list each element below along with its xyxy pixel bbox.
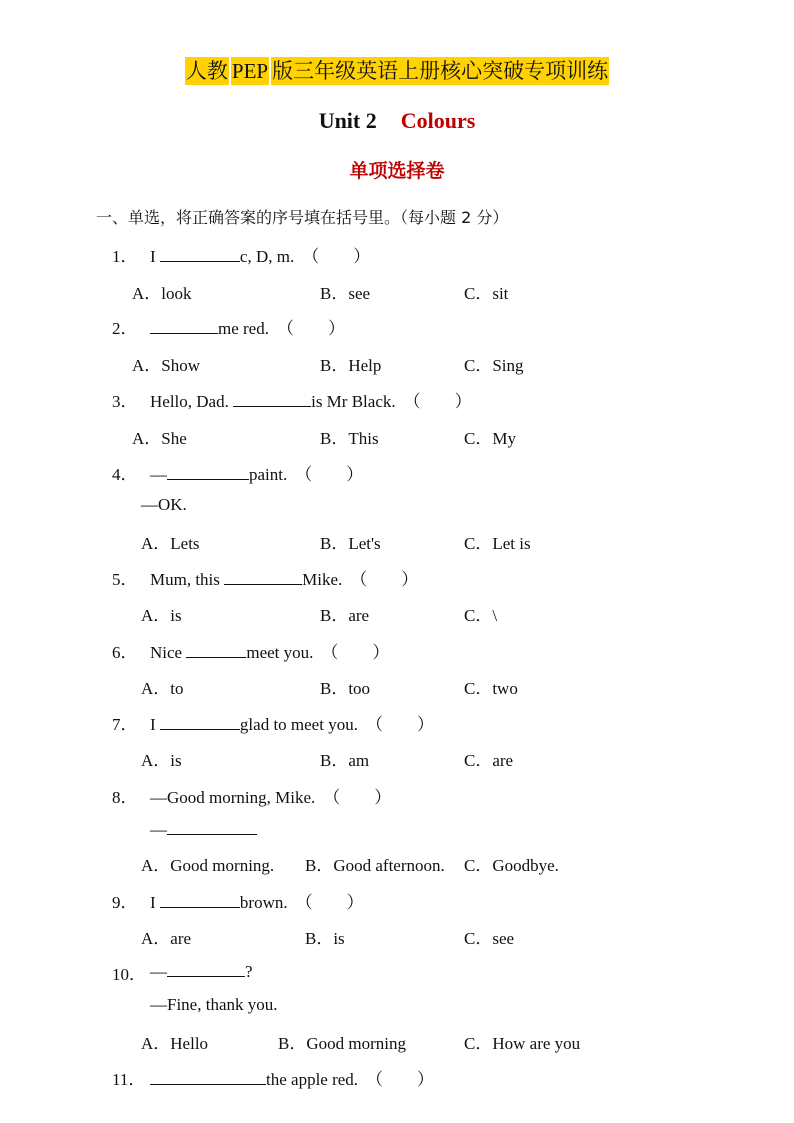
question-stem (150, 1065, 434, 1090)
answer-option[interactable]: B．Good morning (278, 1034, 406, 1053)
answer-option[interactable]: A．are (141, 929, 192, 948)
question-text: c, D, m. (239, 247, 295, 266)
question-text: brown. (239, 893, 288, 912)
question-text: paint. (249, 465, 288, 484)
question-text: — (150, 962, 167, 981)
question-number: 3． (112, 392, 138, 411)
answer-option[interactable]: C．Let is (464, 534, 531, 553)
answer-option[interactable]: C．two (464, 679, 518, 698)
question-number: 10． (112, 965, 146, 984)
answer-option[interactable]: B．too (320, 679, 371, 698)
answer-blank[interactable] (167, 818, 257, 835)
question-number: 1． (112, 247, 138, 266)
question-stem (150, 314, 345, 339)
answer-blank[interactable] (150, 1068, 266, 1085)
answer-parentheses[interactable]: （ ） (323, 788, 392, 807)
question-text: I (150, 893, 160, 912)
answer-option[interactable]: A．to (141, 679, 184, 698)
answer-option[interactable]: B．Good afternoon. (305, 856, 445, 875)
question-text: Mike. (302, 570, 343, 589)
answer-option[interactable]: C．Goodbye. (464, 856, 559, 875)
question-number: 11． (112, 1070, 146, 1089)
question-text: Nice (150, 643, 187, 662)
unit-number: Unit 2 (318, 108, 377, 133)
answer-option[interactable]: C．Sing (464, 356, 524, 375)
answer-option[interactable]: A．Hello (141, 1034, 209, 1053)
answer-option[interactable]: B．am (320, 751, 370, 770)
answer-option[interactable]: B．This (320, 429, 379, 448)
answer-option[interactable]: B．Help (320, 356, 382, 375)
answer-blank[interactable] (224, 568, 302, 585)
question-text: — (150, 465, 167, 484)
question-text: is Mr Black. (311, 392, 396, 411)
answer-blank[interactable] (233, 390, 311, 407)
question-stem (150, 638, 389, 663)
answer-blank[interactable] (150, 317, 218, 334)
answer-blank[interactable] (167, 463, 249, 480)
question-number: 6． (112, 643, 138, 662)
answer-option[interactable]: B．is (305, 929, 345, 948)
question-stem (150, 710, 434, 735)
question-text: me red. (218, 319, 269, 338)
answer-parentheses[interactable]: （ ） (295, 465, 364, 484)
answer-option[interactable]: A．Good morning. (141, 856, 275, 875)
paper-subtitle: 单项选择卷 (349, 160, 445, 182)
question-number: 4． (112, 465, 138, 484)
header-title-part: 版三年级英语上册核心突破专项训练 (272, 59, 609, 83)
answer-option[interactable]: B．Let's (320, 534, 381, 553)
question-number: 7． (112, 715, 138, 734)
answer-blank[interactable] (160, 245, 240, 262)
answer-parentheses[interactable]: （ ） (366, 1070, 435, 1089)
dialogue-reply (141, 495, 187, 515)
answer-option[interactable]: A．look (132, 284, 192, 303)
question-text: glad to meet you. (239, 715, 358, 734)
question-text: I (150, 247, 160, 266)
question-text: ? (245, 962, 253, 981)
question-stem (150, 783, 391, 808)
unit-name: Colours (400, 108, 476, 133)
answer-option[interactable]: B．see (320, 284, 371, 303)
unit-heading (0, 108, 794, 134)
question-stem (150, 565, 418, 590)
answer-option[interactable]: C．\ (464, 606, 498, 625)
answer-parentheses[interactable]: （ ） (302, 247, 371, 266)
answer-option[interactable]: A．is (141, 606, 182, 625)
question-text: Mum, this (150, 570, 225, 589)
answer-parentheses[interactable]: （ ） (295, 893, 364, 912)
answer-blank[interactable] (167, 960, 245, 977)
question-number: 9． (112, 893, 138, 912)
answer-option[interactable]: A．Show (132, 356, 201, 375)
answer-option[interactable]: C．sit (464, 284, 509, 303)
section-instruction: 一、单选，将正确答案的序号填在括号里。（每小题 2 分） (96, 208, 509, 227)
answer-option[interactable]: C．see (464, 929, 515, 948)
question-number: 5． (112, 570, 138, 589)
answer-blank[interactable] (186, 641, 246, 658)
question-text: the apple red. (266, 1070, 359, 1089)
answer-option[interactable]: C．My (464, 429, 516, 448)
question-stem (150, 960, 253, 982)
reply-text: —Fine, thank you. (150, 995, 278, 1014)
answer-blank[interactable] (160, 891, 240, 908)
reply-text: — (150, 820, 167, 839)
question-text: Hello, Dad. (150, 392, 234, 411)
header-title-part: PEP (231, 59, 269, 83)
header-title (184, 54, 610, 88)
question-number: 8． (112, 788, 138, 807)
page-header (0, 54, 794, 88)
answer-option[interactable]: A．She (132, 429, 187, 448)
answer-option[interactable]: A．Lets (141, 534, 200, 553)
answer-option[interactable]: C．are (464, 751, 514, 770)
question-stem (150, 242, 370, 267)
answer-parentheses[interactable]: （ ） (403, 392, 472, 411)
answer-option[interactable]: A．is (141, 751, 182, 770)
question-text: meet you. (246, 643, 314, 662)
question-stem (150, 387, 472, 412)
answer-parentheses[interactable]: （ ） (276, 319, 345, 338)
answer-blank[interactable] (160, 713, 240, 730)
answer-option[interactable]: C．How are you (464, 1034, 581, 1053)
question-text: I (150, 715, 160, 734)
answer-parentheses[interactable]: （ ） (365, 715, 434, 734)
dialogue-reply (150, 818, 257, 840)
header-title-part: 人教 (185, 59, 228, 83)
question-stem (150, 460, 363, 485)
question-text: —Good morning, Mike. (150, 788, 316, 807)
question-stem (150, 888, 364, 913)
question-number: 2． (112, 319, 138, 338)
dialogue-reply (150, 995, 278, 1015)
answer-parentheses[interactable]: （ ） (350, 570, 419, 589)
answer-parentheses[interactable]: （ ） (321, 643, 390, 662)
answer-option[interactable]: B．are (320, 606, 370, 625)
reply-text: —OK. (141, 495, 187, 514)
